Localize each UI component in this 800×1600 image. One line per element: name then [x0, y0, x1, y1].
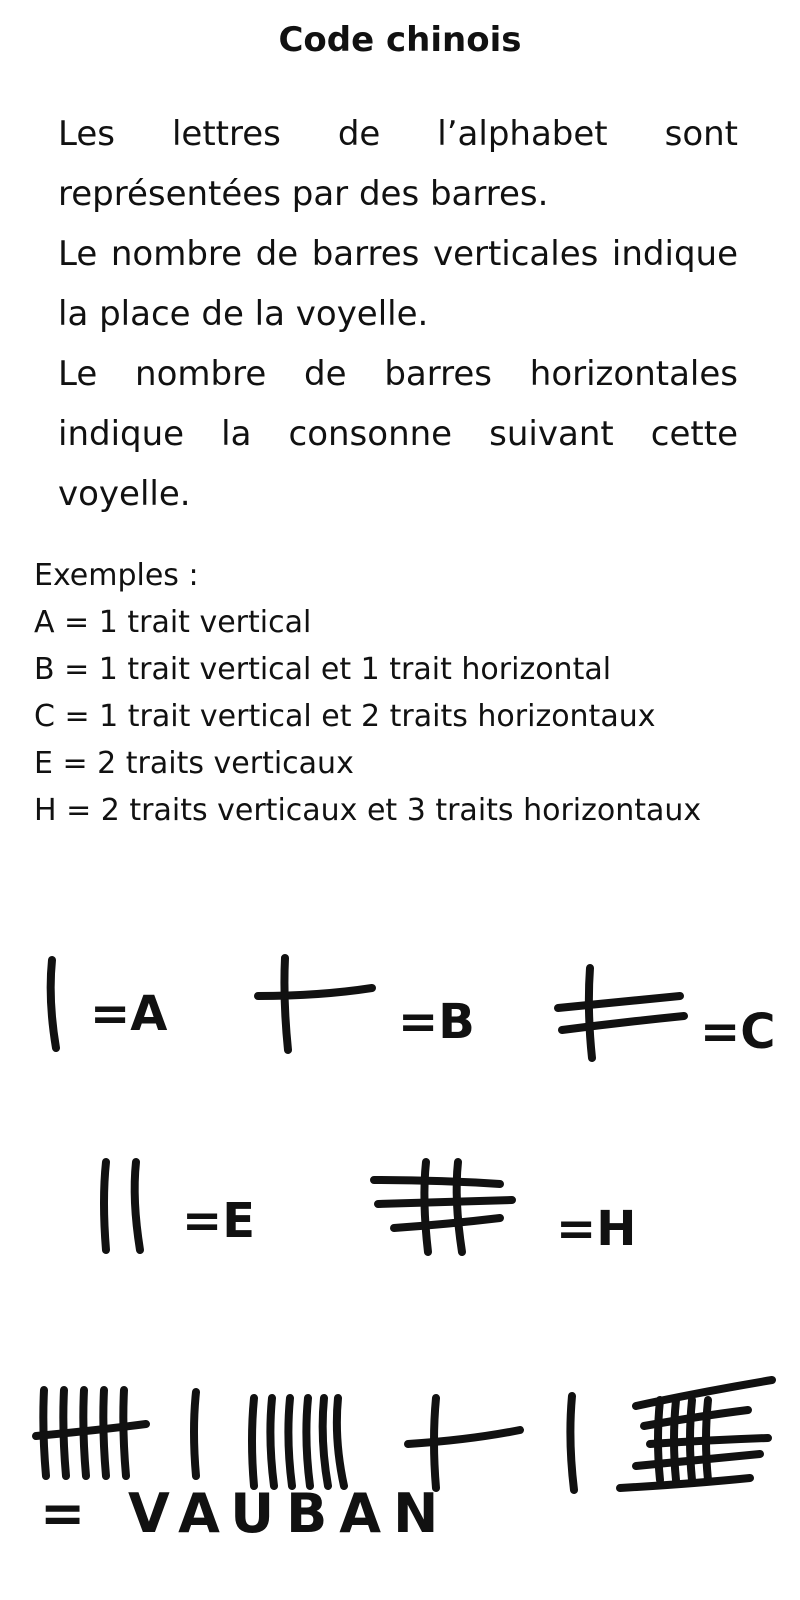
glyph-e [104, 1162, 140, 1250]
example-b: B = 1 trait vertical et 1 trait horizontal [34, 652, 612, 687]
label-c: =C [700, 1004, 776, 1060]
example-a: A = 1 trait vertical [34, 605, 312, 640]
label-b: =B [398, 994, 475, 1050]
glyph-n [620, 1380, 772, 1488]
label-e: =E [182, 1193, 256, 1249]
glyph-v [36, 1390, 146, 1476]
example-h: H = 2 traits verticaux et 3 traits horizontaux [34, 793, 702, 828]
example-e: E = 2 traits verticaux [34, 746, 354, 781]
label-a: =A [90, 986, 168, 1042]
intro-paragraph-1: Les lettres de l’alphabet sont représentées par des barres. [58, 114, 738, 214]
glyph-c [558, 968, 684, 1058]
intro-paragraph-3: Le nombre de barres horizontales indique la consonne suivant cette voyelle. [58, 354, 738, 514]
glyph-a-3 [570, 1396, 574, 1490]
example-c: C = 1 trait vertical et 2 traits horizontaux [34, 699, 656, 734]
glyph-a-2 [194, 1392, 196, 1476]
intro-paragraph-2: Le nombre de barres verticales indique la place de la voyelle. [58, 234, 738, 334]
glyph-b-2 [408, 1398, 520, 1488]
glyph-u [252, 1398, 344, 1486]
examples-heading: Exemples : [34, 558, 199, 593]
page-title: Code chinois [278, 20, 522, 60]
glyph-h [374, 1162, 512, 1252]
result-word: = VAUBAN [40, 1482, 451, 1545]
glyph-a [51, 960, 56, 1048]
glyph-b [258, 958, 372, 1050]
label-h: =H [556, 1201, 637, 1257]
